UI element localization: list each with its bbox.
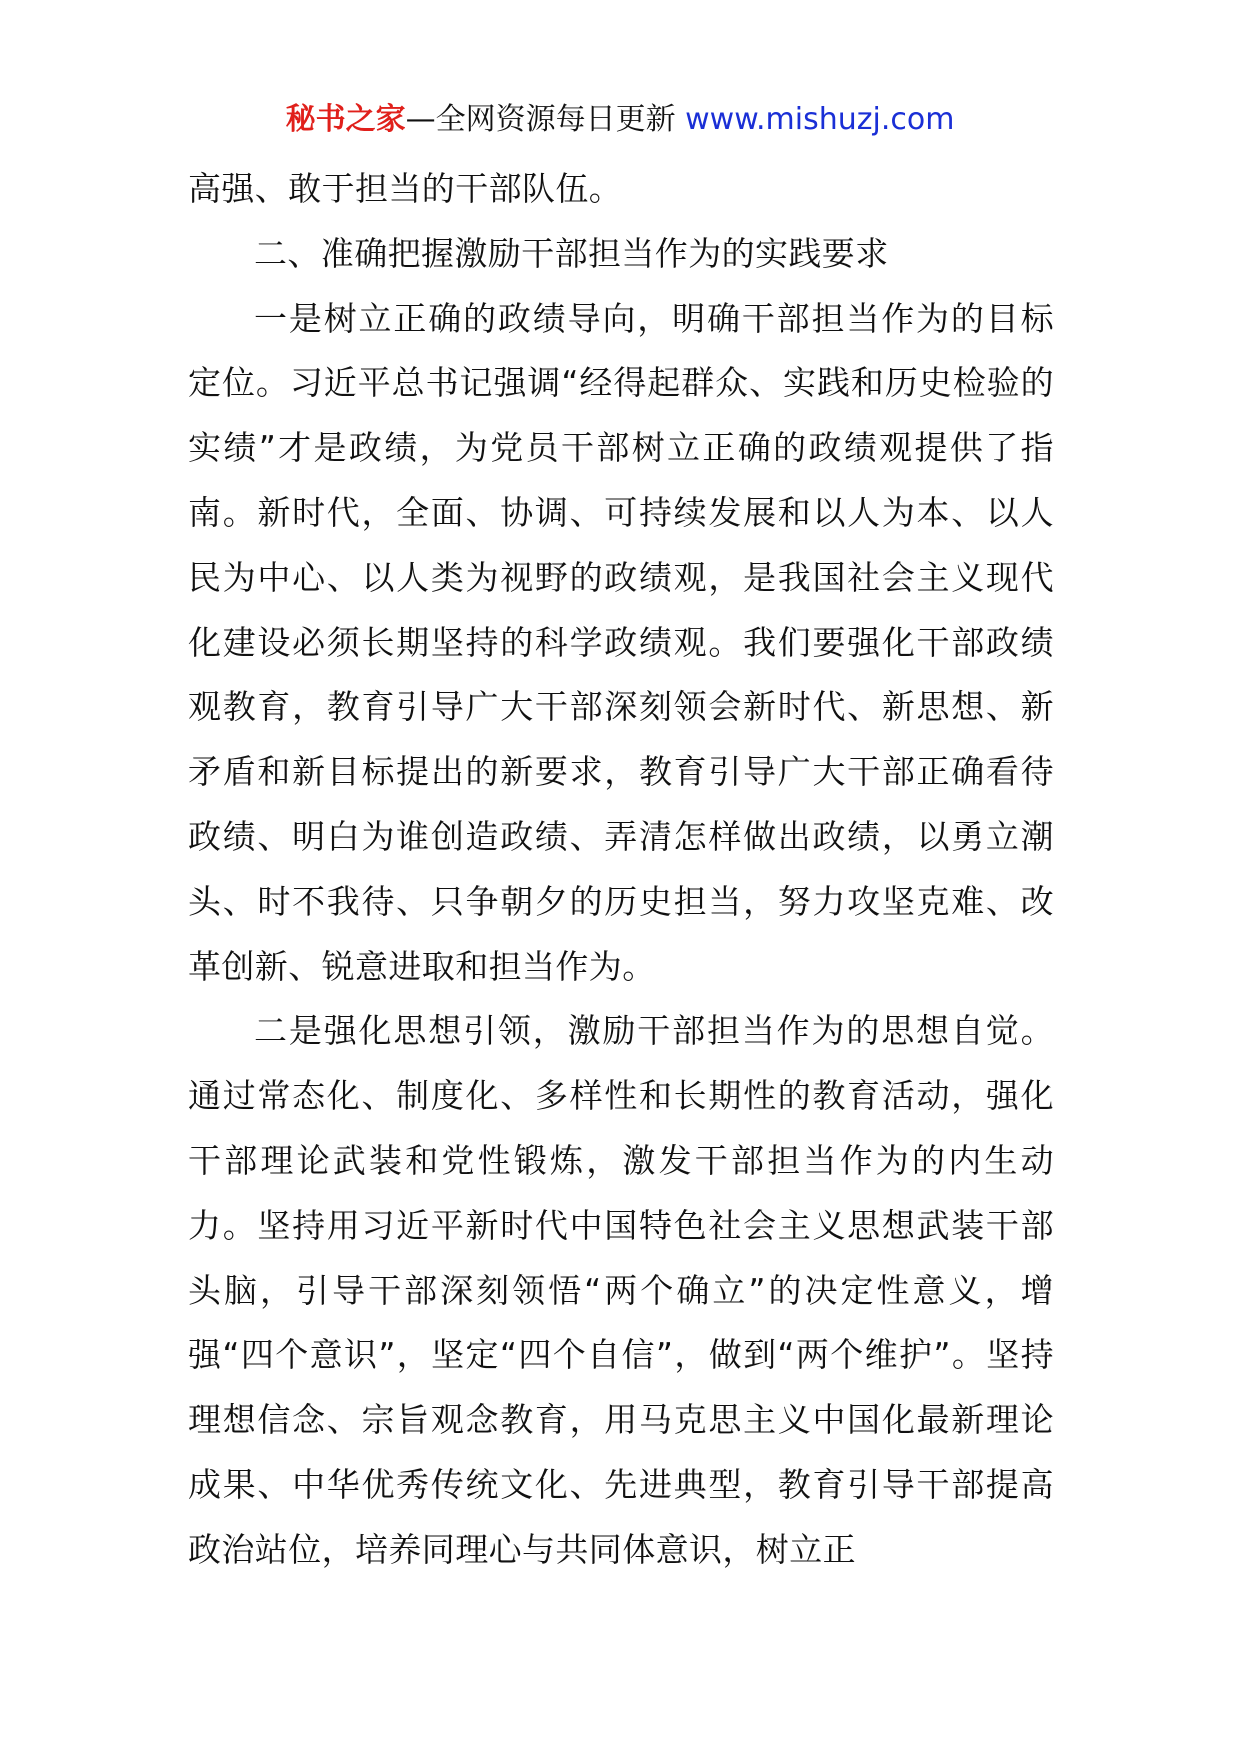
header-tagline: —全网资源每日更新 [405, 102, 686, 137]
section-heading: 二、准确把握激励干部担当作为的实践要求 [254, 233, 889, 273]
brand-name: 秘书之家 [285, 102, 406, 137]
document-body [188, 157, 1054, 1583]
paragraph-continuation: 高强、敢于担当的干部队伍。 [188, 169, 623, 208]
page-header [0, 100, 1240, 140]
paragraph-one: 一是树立正确的政绩导向，明确干部担当作为的目标定位。习近平总书记强调“经得起群众、实践和历史检验的实绩”才是政绩，为党员干部树立正确的政绩观提供了指南。新时代，全面、协调、可持续发展和以人为本、以人民为中心、以人类为视野的政绩观，是我国社会主义现代化建设必须长期坚持的科学政绩观。我们要强化干部政绩观教育，教育引导广大干部深刻领会新时代、新思想、新矛盾和新目标提出的新要求，教育引导广大干部正确看待政绩、明白为谁创造政绩、弄清怎样做出政绩，以勇立潮头、时不我待、只争朝夕的历史担当，努力攻坚克难、改革创新、锐意进取和担当作为。 [188, 298, 1054, 986]
paragraph-two: 二是强化思想引领，激励干部担当作为的思想自觉。通过常态化、制度化、多样性和长期性的教育活动，强化干部理论武装和党性锻炼，激发干部担当作为的内生动力。坚持用习近平新时代中国特色社会主义思想武装干部头脑，引导干部深刻领悟“两个确立”的决定性意义，增强“四个意识”，坚定“四个自信”，做到“两个维护”。坚持理想信念、宗旨观念教育，用马克思主义中国化最新理论成果、中华优秀传统文化、先进典型，教育引导干部提高政治站位，培养同理心与共同体意识，树立正 [188, 1011, 1054, 1569]
website-link[interactable]: www.mishuzj.com [685, 102, 955, 137]
